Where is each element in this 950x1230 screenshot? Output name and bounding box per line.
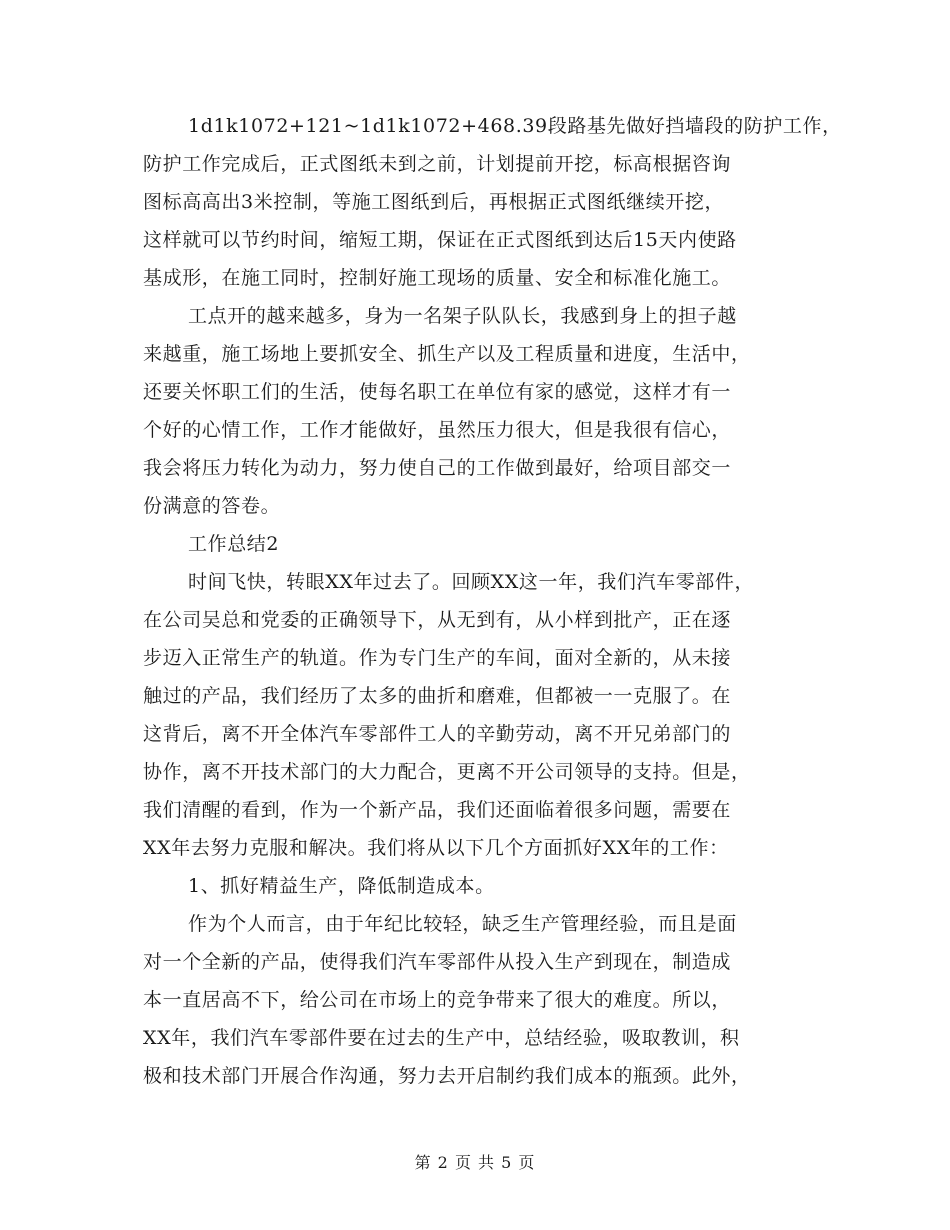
- text-line: 极和技术部门开展合作沟通，努力去开启制约我们成本的瓶颈。此外，: [143, 1065, 751, 1087]
- text-line: 协作，离不开技术部门的大力配合，更离不开公司领导的支持。但是，: [143, 761, 751, 783]
- text-line: 图标高高出3米控制，等施工图纸到后，再根据正式图纸继续开挖，: [143, 191, 725, 213]
- text-line: 在公司吴总和党委的正确领导下，从无到有，从小样到批产，正在逐: [143, 609, 732, 631]
- text-line: 本一直居高不下，给公司在市场上的竞争带来了很大的难度。所以，: [143, 989, 732, 1011]
- text-line: 份满意的答卷。: [143, 495, 281, 517]
- page-number-footer: 第 2 页 共 5 页: [414, 1153, 536, 1172]
- text-line: XX年，我们汽车零部件要在过去的生产中，总结经验，吸取教训，积: [143, 1027, 740, 1049]
- text-line: 时间飞快，转眼XX年过去了。回顾XX这一年，我们汽车零部件，: [188, 571, 755, 593]
- text-line: XX年去努力克服和解决。我们将从以下几个方面抓好XX年的工作：: [143, 837, 729, 859]
- text-line: 触过的产品，我们经历了太多的曲折和磨难，但都被一一克服了。在: [143, 685, 732, 707]
- section-heading: 工作总结2: [188, 533, 280, 555]
- text-line: 还要关怀职工们的生活，使每名职工在单位有家的感觉，这样才有一: [143, 381, 732, 403]
- text-line: 这背后，离不开全体汽车零部件工人的辛勤劳动，离不开兄弟部门的: [143, 723, 732, 745]
- text-line: 我们清醒的看到，作为一个新产品，我们还面临着很多问题，需要在: [143, 799, 732, 821]
- text-line: 这样就可以节约时间，缩短工期，保证在正式图纸到达后15天内使路: [143, 229, 737, 251]
- text-line: 来越重，施工场地上要抓安全、抓生产以及工程质量和进度，生活中，: [143, 343, 751, 365]
- text-line: 我会将压力转化为动力，努力使自己的工作做到最好，给项目部交一: [143, 457, 732, 479]
- text-line: 作为个人而言，由于年纪比较轻，缺乏生产管理经验，而且是面: [188, 913, 737, 935]
- text-line: 个好的心情工作，工作才能做好，虽然压力很大，但是我很有信心，: [143, 419, 732, 441]
- text-line: 1d1k1072+121~1d1k1072+468.39段路基先做好挡墙段的防护工作，: [188, 115, 842, 137]
- text-line: 基成形，在施工同时，控制好施工现场的质量、安全和标准化施工。: [143, 267, 732, 289]
- list-item-heading: 1、抓好精益生产，降低制造成本。: [188, 875, 495, 897]
- text-line: 步迈入正常生产的轨道。作为专门生产的车间，面对全新的，从未接: [143, 647, 732, 669]
- text-line: 工点开的越来越多，身为一名架子队队长，我感到身上的担子越: [188, 305, 737, 327]
- text-line: 对一个全新的产品，使得我们汽车零部件从投入生产到现在，制造成: [143, 951, 732, 973]
- text-line: 防护工作完成后，正式图纸未到之前，计划提前开挖，标高根据咨询: [143, 153, 732, 175]
